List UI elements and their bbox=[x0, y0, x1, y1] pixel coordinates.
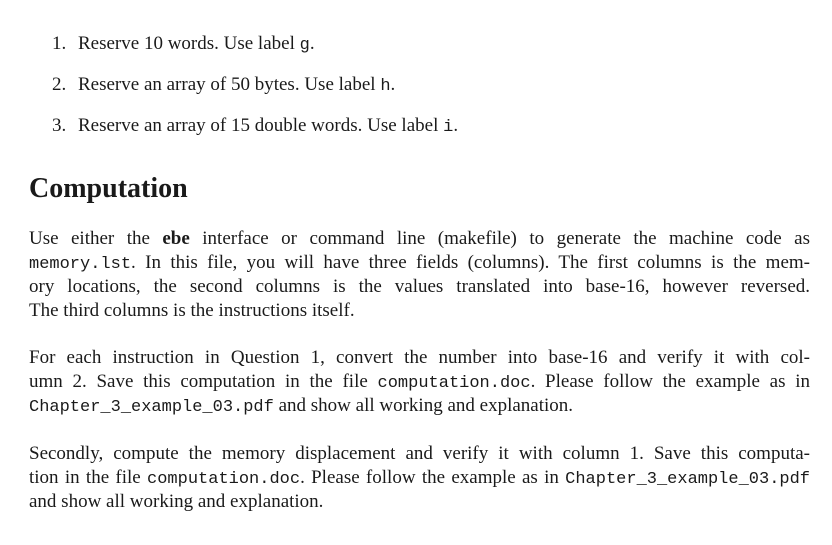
text-run: and show all working and explanation. bbox=[273, 395, 574, 416]
filename-code: computation.doc bbox=[377, 374, 531, 393]
text-line bbox=[29, 370, 810, 394]
text-line bbox=[29, 394, 810, 418]
text-line: and show all working and explanation. bbox=[29, 491, 324, 512]
text-run: . In this file, you will have three fields (columns). The first columns is the mem- bbox=[131, 252, 810, 273]
list-item bbox=[52, 74, 395, 98]
filename-code: Chapter_3_example_03.pdf bbox=[29, 398, 274, 417]
text-line bbox=[29, 466, 810, 490]
list-item bbox=[52, 33, 315, 57]
list-item-code: g bbox=[299, 36, 310, 55]
list-item-code: h bbox=[380, 77, 391, 96]
list-item-text: Reserve 10 words. Use label bbox=[78, 33, 300, 54]
list-item-text: Reserve an array of 50 bytes. Use label bbox=[78, 74, 381, 95]
text-run: . Please follow the example as in bbox=[300, 467, 566, 488]
text-run: tion in the file bbox=[29, 467, 148, 488]
paragraph-3 bbox=[29, 442, 810, 514]
list-item-number: 2. bbox=[52, 74, 67, 95]
text-line: The third columns is the instructions itself. bbox=[29, 300, 355, 321]
bold-term: ebe bbox=[162, 228, 190, 249]
filename-code: memory.lst bbox=[29, 255, 132, 274]
paragraph-2 bbox=[29, 346, 810, 418]
text-line: ory locations, the second columns is the values translated into base-16, however reversed. bbox=[29, 276, 810, 297]
section-heading: Computation bbox=[29, 173, 188, 204]
text-run: . Please follow the example as in bbox=[530, 371, 810, 392]
list-item-number: 1. bbox=[52, 33, 67, 54]
list-item-end: . bbox=[309, 33, 315, 54]
list-item-end: . bbox=[453, 115, 459, 136]
text-line bbox=[29, 251, 810, 275]
filename-code: Chapter_3_example_03.pdf bbox=[565, 470, 810, 489]
list-item bbox=[52, 115, 458, 139]
list-item-end: . bbox=[390, 74, 396, 95]
text-run: umn 2. Save this computation in the file bbox=[29, 371, 378, 392]
text-line: For each instruction in Question 1, convert the number into base-16 and verify it with col- bbox=[29, 347, 810, 368]
text-line: Secondly, compute the memory displacement and verify it with column 1. Save this computa- bbox=[29, 443, 810, 464]
text-run: Use either the bbox=[29, 228, 163, 249]
paragraph-1 bbox=[29, 227, 810, 323]
text-line bbox=[29, 227, 810, 251]
list-item-number: 3. bbox=[52, 115, 67, 136]
list-item-text: Reserve an array of 15 double words. Use label bbox=[78, 115, 444, 136]
list-item-code: i bbox=[443, 118, 454, 137]
filename-code: computation.doc bbox=[147, 470, 301, 489]
text-run: interface or command line (makefile) to generate the machine code as bbox=[189, 228, 810, 249]
